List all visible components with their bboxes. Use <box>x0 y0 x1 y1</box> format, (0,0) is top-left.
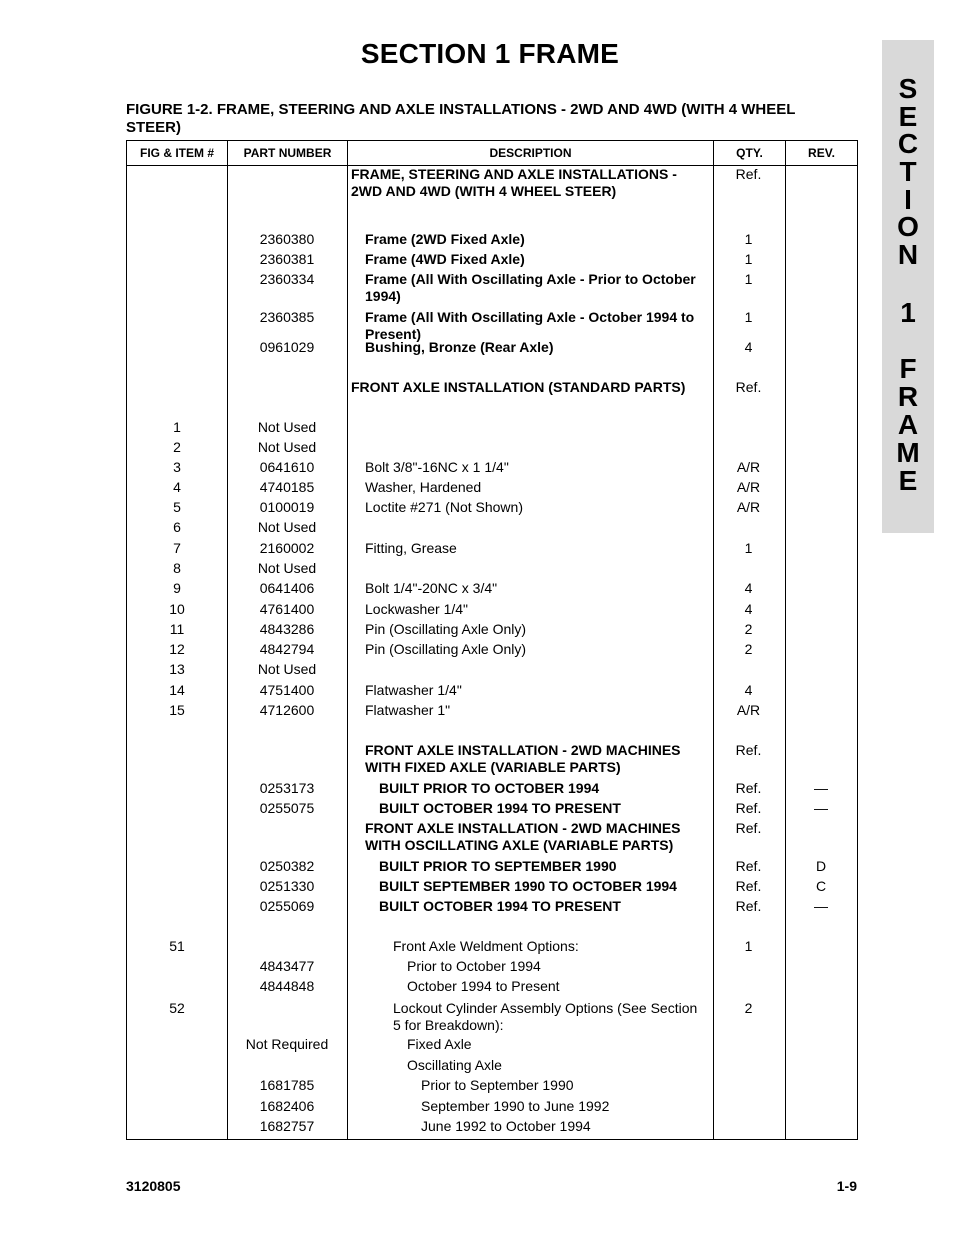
part-number-cell: 4740185 <box>259 479 315 495</box>
part-number-cell: 0255075 <box>259 800 315 816</box>
header-part-number: PART NUMBER <box>243 146 332 160</box>
rev-cell: C <box>815 878 827 894</box>
part-number-cell: 0641406 <box>259 580 315 596</box>
part-number-cell: 4712600 <box>259 702 315 718</box>
fig-item-cell: 6 <box>173 519 181 535</box>
side-tab-letter: T <box>899 156 917 187</box>
part-number-cell: 2360380 <box>259 231 315 247</box>
part-number-cell: 0641610 <box>259 459 315 475</box>
side-tab-letter: M <box>896 437 920 468</box>
qty-cell: Ref. <box>735 898 762 914</box>
fig-item-cell: 51 <box>169 938 185 954</box>
description-cell: BUILT SEPTEMBER 1990 TO OCTOBER 1994 <box>379 878 677 894</box>
fig-item-cell: 13 <box>169 661 185 677</box>
qty-cell: 4 <box>744 339 753 355</box>
qty-cell: 1 <box>744 271 753 287</box>
description-cell: BUILT OCTOBER 1994 TO PRESENT <box>379 898 621 914</box>
fig-item-cell: 1 <box>173 419 181 435</box>
parts-table <box>126 140 858 1140</box>
description-cell: Fitting, Grease <box>365 540 457 556</box>
side-tab-letter: A <box>897 409 919 440</box>
part-number-cell: 4843477 <box>259 958 315 974</box>
description-cell: Pin (Oscillating Axle Only) <box>365 641 527 657</box>
qty-cell: 1 <box>744 309 753 325</box>
part-number-cell: 4844848 <box>259 978 315 994</box>
part-number-cell: 4761400 <box>259 601 315 617</box>
description-cell: Front Axle Weldment Options: <box>393 938 579 954</box>
part-number-cell: Not Used <box>257 419 317 435</box>
description-cell: FRAME, STEERING AND AXLE INSTALLATIONS - 2WD AND 4WD (WITH 4 WHEEL STEER) <box>351 166 677 199</box>
fig-item-cell: 11 <box>169 621 185 637</box>
description-cell: Lockwasher 1/4" <box>365 601 469 617</box>
part-number-cell: 0253173 <box>259 780 315 796</box>
qty-cell: A/R <box>736 702 761 718</box>
part-number-cell: 0961029 <box>259 339 315 355</box>
qty-cell: 1 <box>744 231 753 247</box>
part-number-cell: 2160002 <box>259 540 315 556</box>
header-fig-item: FIG & ITEM # <box>139 146 214 160</box>
column-divider <box>347 141 348 1139</box>
fig-item-cell: 52 <box>169 1000 185 1016</box>
part-number-cell: 1682406 <box>259 1098 315 1114</box>
qty-cell: Ref. <box>735 820 762 836</box>
qty-cell: 2 <box>744 621 753 637</box>
description-cell: Fixed Axle <box>407 1036 472 1052</box>
header-rev: REV. <box>808 146 835 160</box>
part-number-cell: 0255069 <box>259 898 315 914</box>
description-cell: Pin (Oscillating Axle Only) <box>365 621 527 637</box>
part-number-cell: 2360334 <box>259 271 315 287</box>
qty-cell: 1 <box>744 938 753 954</box>
section-title: SECTION 1 FRAME <box>360 38 620 69</box>
part-number-cell: 4751400 <box>259 682 315 698</box>
fig-item-cell: 7 <box>173 540 181 556</box>
part-number-cell: 1682757 <box>259 1118 315 1134</box>
fig-item-cell: 14 <box>169 682 185 698</box>
side-tab-letter: C <box>897 128 919 159</box>
qty-cell: Ref. <box>735 742 762 758</box>
description-cell: BUILT PRIOR TO OCTOBER 1994 <box>379 780 600 796</box>
part-number-cell: Not Used <box>257 661 317 677</box>
side-tab-letter: N <box>897 239 919 270</box>
header-qty: QTY. <box>736 146 763 160</box>
table-header <box>127 141 857 166</box>
part-number-cell: 4842794 <box>259 641 315 657</box>
rev-cell: — <box>814 898 828 914</box>
page-number: 1-9 <box>836 1178 857 1194</box>
description-cell: Frame (2WD Fixed Axle) <box>365 231 525 247</box>
header-description: DESCRIPTION <box>489 146 572 160</box>
qty-cell: 4 <box>744 580 753 596</box>
qty-cell: Ref. <box>735 379 762 395</box>
qty-cell: Ref. <box>735 858 762 874</box>
description-cell: Flatwasher 1" <box>365 702 451 718</box>
qty-cell: 4 <box>744 682 753 698</box>
qty-cell: Ref. <box>735 800 762 816</box>
fig-item-cell: 12 <box>169 641 185 657</box>
part-number-cell: 2360385 <box>259 309 315 325</box>
description-cell: Frame (4WD Fixed Axle) <box>365 251 525 267</box>
description-cell: September 1990 to June 1992 <box>421 1098 610 1114</box>
description-cell: FRONT AXLE INSTALLATION (STANDARD PARTS) <box>351 379 686 395</box>
part-number-cell: 4843286 <box>259 621 315 637</box>
fig-item-cell: 8 <box>173 560 181 576</box>
description-cell: FRONT AXLE INSTALLATION - 2WD MACHINES WITH FIXED AXLE (VARIABLE PARTS) <box>365 742 681 775</box>
part-number-cell: 0100019 <box>259 499 315 515</box>
part-number-cell: 2360381 <box>259 251 315 267</box>
section-side-tab <box>882 40 934 533</box>
part-number-cell: Not Used <box>257 439 317 455</box>
description-cell: Prior to September 1990 <box>421 1077 574 1093</box>
fig-item-cell: 4 <box>173 479 181 495</box>
column-divider <box>713 141 714 1139</box>
qty-cell: 1 <box>744 251 753 267</box>
side-tab-letter: S <box>898 73 918 104</box>
description-cell: October 1994 to Present <box>407 978 560 994</box>
description-cell: June 1992 to October 1994 <box>421 1118 591 1134</box>
description-cell: Lockout Cylinder Assembly Options (See Section 5 for Breakdown): <box>393 1000 698 1033</box>
description-cell: Bolt 1/4"-20NC x 3/4" <box>365 580 498 596</box>
description-cell: Bushing, Bronze (Rear Axle) <box>365 339 554 355</box>
rev-cell: — <box>814 800 828 816</box>
qty-cell: 1 <box>744 540 753 556</box>
description-cell: Loctite #271 (Not Shown) <box>365 499 523 515</box>
part-number-cell: 0250382 <box>259 858 315 874</box>
qty-cell: 2 <box>744 1000 753 1016</box>
qty-cell: A/R <box>736 459 761 475</box>
side-tab-letter: O <box>897 211 919 242</box>
part-number-cell: 1681785 <box>259 1077 315 1093</box>
side-tab-letter: E <box>898 101 918 132</box>
fig-item-cell: 3 <box>173 459 181 475</box>
column-divider <box>785 141 786 1139</box>
description-cell: Frame (All With Oscillating Axle - Prior to October 1994) <box>365 271 696 304</box>
qty-cell: A/R <box>736 499 761 515</box>
qty-cell: 2 <box>744 641 753 657</box>
description-cell: BUILT OCTOBER 1994 TO PRESENT <box>379 800 621 816</box>
qty-cell: 4 <box>744 601 753 617</box>
description-cell: Frame (All With Oscillating Axle - October 1994 to Present) <box>365 309 695 342</box>
side-tab-letter: F <box>899 353 917 384</box>
description-cell: Oscillating Axle <box>407 1057 502 1073</box>
fig-item-cell: 10 <box>169 601 185 617</box>
side-tab-letter: R <box>897 381 919 412</box>
fig-item-cell: 9 <box>173 580 181 596</box>
figure-title: FIGURE 1-2. FRAME, STEERING AND AXLE INSTALLATIONS - 2WD AND 4WD (WITH 4 WHEEL STEER) <box>126 101 796 136</box>
description-cell: Washer, Hardened <box>365 479 482 495</box>
description-cell: Flatwasher 1/4" <box>365 682 462 698</box>
description-cell: FRONT AXLE INSTALLATION - 2WD MACHINES WITH OSCILLATING AXLE (VARIABLE PARTS) <box>365 820 681 853</box>
qty-cell: A/R <box>736 479 761 495</box>
rev-cell: — <box>814 780 828 796</box>
part-number-cell: Not Required <box>245 1036 329 1052</box>
rev-cell: D <box>815 858 827 874</box>
fig-item-cell: 5 <box>173 499 181 515</box>
part-number-cell: 0251330 <box>259 878 315 894</box>
fig-item-cell: 15 <box>169 702 185 718</box>
description-cell: Bolt 3/8"-16NC x 1 1/4" <box>365 459 509 475</box>
qty-cell: Ref. <box>735 780 762 796</box>
part-number-cell: Not Used <box>257 519 317 535</box>
qty-cell: Ref. <box>735 166 762 182</box>
description-cell: BUILT PRIOR TO SEPTEMBER 1990 <box>379 858 617 874</box>
side-tab-letter: I <box>904 184 912 215</box>
description-cell: Prior to October 1994 <box>407 958 541 974</box>
part-number-cell: Not Used <box>257 560 317 576</box>
side-tab-letter: E <box>898 465 918 496</box>
side-tab-letter: 1 <box>900 297 916 328</box>
fig-item-cell: 2 <box>173 439 181 455</box>
qty-cell: Ref. <box>735 878 762 894</box>
document-number: 3120805 <box>126 1178 181 1194</box>
